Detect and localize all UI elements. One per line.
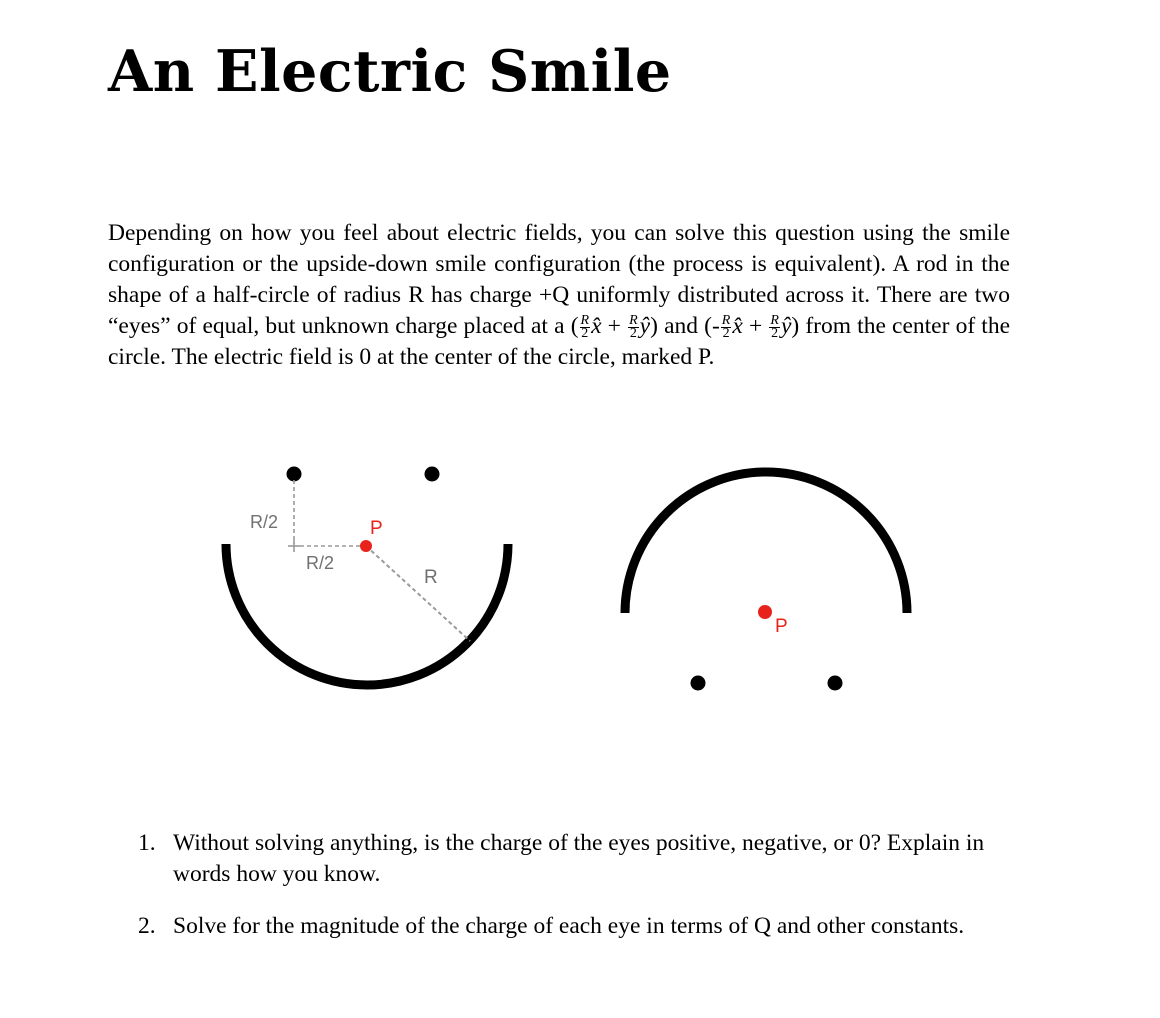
- problem-text-part2: from the center of the circle. The electric field is 0 at the center of the circle, marked P.: [108, 313, 1011, 370]
- question-item: [138, 911, 1010, 942]
- question-text: Solve for the magnitude of the charge of each eye in terms of Q and other constants.: [173, 913, 965, 939]
- r-over-2-horizontal-label: R/2: [306, 553, 335, 573]
- x-hat-symbol: x̂: [591, 313, 602, 339]
- upside-down-smile-configuration: [625, 472, 907, 691]
- left-eye-charge: [287, 467, 302, 482]
- r-over-2-vertical-label: R/2: [250, 512, 279, 532]
- fraction-r-over-2: $\frac{R}{2}$: [629, 313, 638, 342]
- page-title: An Electric Smile: [108, 38, 672, 105]
- question-list: [138, 828, 1010, 963]
- radius-label: R: [424, 567, 438, 588]
- and-text: ) and (-: [650, 313, 720, 339]
- problem-text-part1: Depending on how you feel about electric fields, you can solve this question using the smile configuration or the upside-down smile configuration (the process is equivalent). A rod in the shape of a half-circle of radius R has charge +Q uniformly distributed across it. There are two “eyes” of equal, but unknown charge placed at a (: [108, 220, 1010, 339]
- half-circle-rod-inverted: [625, 472, 907, 613]
- right-eye-charge: [828, 676, 843, 691]
- half-circle-rod: [226, 544, 508, 685]
- question-item: [138, 828, 1010, 890]
- smile-configuration: [226, 467, 508, 686]
- y-hat-symbol: ŷ: [639, 313, 651, 339]
- fraction-r-over-2: $\frac{R}{2}$: [721, 313, 731, 342]
- y-hat-symbol: ŷ: [780, 313, 792, 339]
- radius-line: [366, 546, 470, 641]
- close-paren: ): [791, 313, 800, 339]
- fraction-r-over-2: $\frac{R}{2}$: [580, 313, 590, 342]
- fraction-r-over-2: $\frac{R}{2}$: [770, 313, 779, 342]
- question-text: Without solving anything, is the charge of the eyes positive, negative, or 0? Explain in words how you know.: [173, 830, 985, 887]
- x-hat-symbol: x̂: [732, 313, 743, 339]
- point-p-label: P: [775, 616, 788, 637]
- center-point-p: [360, 540, 372, 552]
- question-number: 2.: [138, 913, 156, 939]
- center-point-p: [758, 605, 772, 619]
- right-eye-charge: [425, 467, 440, 482]
- point-p-label: P: [370, 518, 383, 539]
- question-number: 1.: [138, 830, 156, 856]
- plus-sign: +: [607, 313, 621, 339]
- left-eye-charge: [691, 676, 706, 691]
- plus-sign: +: [748, 313, 763, 339]
